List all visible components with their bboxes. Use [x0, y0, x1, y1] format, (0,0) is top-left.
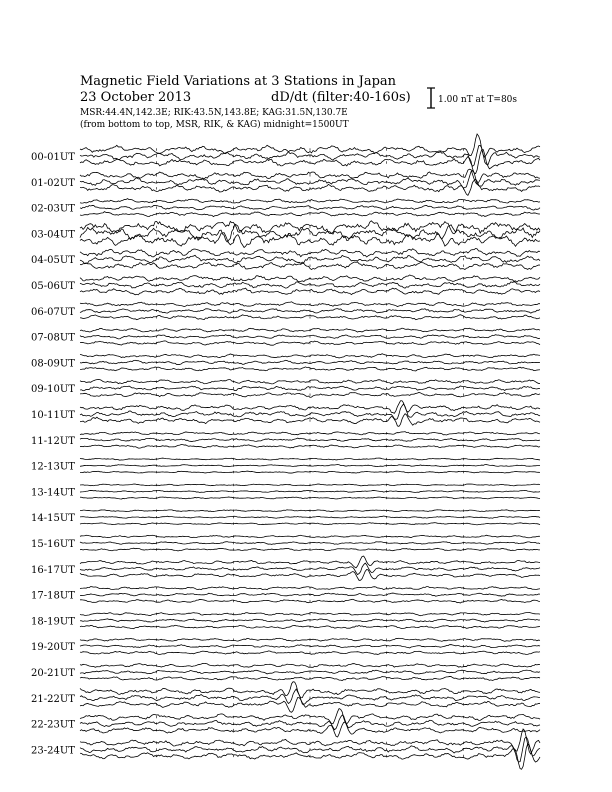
hour-label: 04-05UT	[31, 255, 75, 267]
station-order-note: (from bottom to top, MSR, RIK, & KAG) midnight=1500UT	[80, 120, 349, 130]
hour-label: 21-22UT	[31, 693, 75, 705]
hour-label: 03-04UT	[31, 229, 75, 241]
hour-labels	[31, 152, 75, 756]
hour-label: 10-11UT	[31, 410, 75, 421]
trace-kag-h21	[80, 682, 540, 698]
hour-label: 06-07UT	[31, 306, 75, 318]
hour-label: 02-03UT	[31, 203, 75, 215]
hour-label: 05-06UT	[31, 281, 75, 292]
scale-bar	[427, 88, 517, 108]
hour-label: 07-08UT	[31, 332, 75, 344]
hour-label: 23-24UT	[31, 745, 75, 757]
trace-area	[80, 134, 540, 769]
station-list: MSR:44.4N,142.3E; RIK:43.5N,143.8E; KAG:31.5N,130.7E	[80, 108, 348, 118]
hour-label: 17-18UT	[31, 590, 75, 602]
hour-label: 19-20UT	[31, 642, 75, 654]
hour-label: 14-15UT	[31, 513, 75, 525]
chart-title: Magnetic Field Variations at 3 Stations in Japan	[80, 74, 397, 89]
hour-label: 18-19UT	[31, 616, 75, 628]
hour-label: 00-01UT	[31, 152, 75, 163]
chart-quantity: dD/dt (filter:40-160s)	[271, 90, 411, 105]
hour-label: 16-17UT	[31, 564, 75, 576]
hour-label: 15-16UT	[31, 539, 75, 550]
chart-date: 23 October 2013	[80, 90, 192, 105]
trace-kag-h0	[80, 134, 540, 157]
hour-label: 11-12UT	[31, 435, 75, 447]
hour-label: 20-21UT	[31, 668, 75, 679]
chart-header	[80, 74, 411, 130]
scale-bar-label: 1.00 nT at T=80s	[438, 95, 518, 105]
hour-label: 08-09UT	[31, 358, 75, 370]
hour-label: 22-23UT	[31, 719, 75, 731]
trace-rik-h10	[80, 404, 540, 419]
hour-label: 13-14UT	[31, 487, 75, 499]
hour-label: 01-02UT	[31, 177, 75, 189]
hour-label: 12-13UT	[31, 461, 75, 473]
hour-label: 09-10UT	[31, 384, 75, 396]
